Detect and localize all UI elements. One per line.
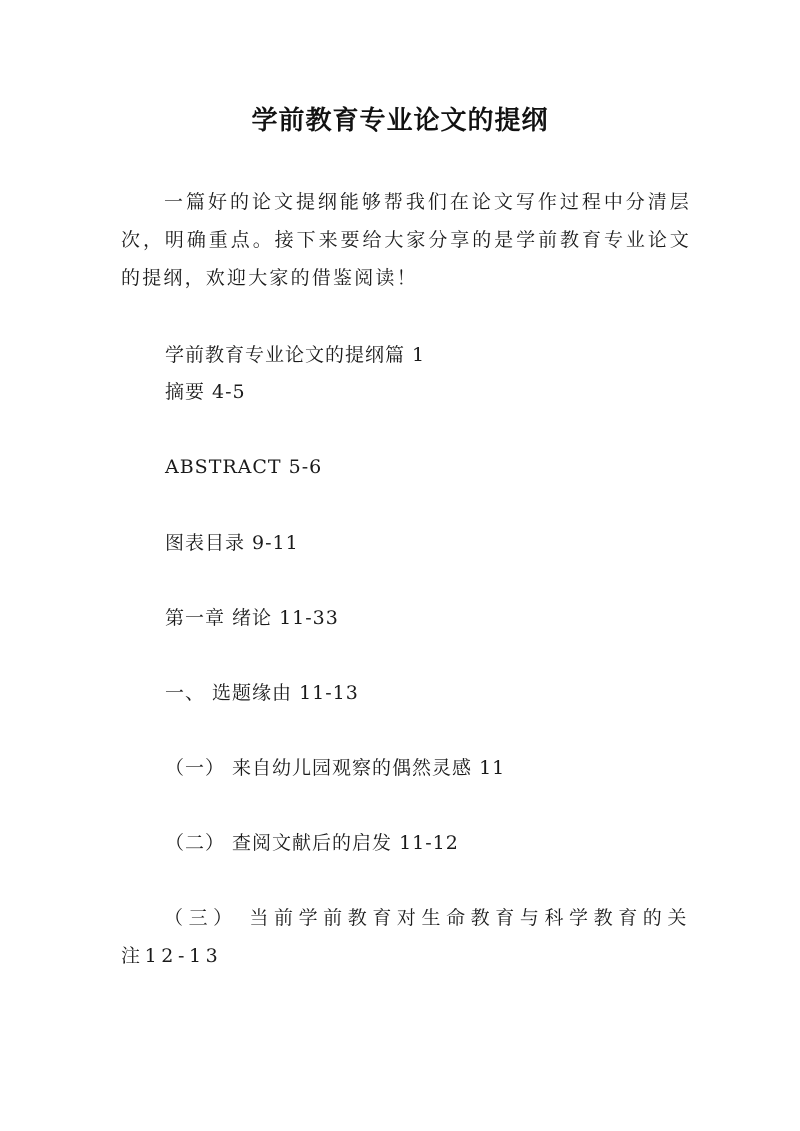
document-title: 学前教育专业论文的提纲 bbox=[251, 106, 549, 136]
outline-item-subsection-1: （一） 来自幼儿园观察的偶然灵感 11 bbox=[165, 757, 506, 779]
outline-item-chapter-1: 第一章 绪论 11-33 bbox=[165, 607, 339, 629]
outline-item-abstract-en: ABSTRACT 5-6 bbox=[165, 456, 323, 478]
section-heading: 学前教育专业论文的提纲篇 1 bbox=[165, 344, 426, 366]
outline-item-abstract-cn: 摘要 4-5 bbox=[165, 381, 246, 403]
outline-item-section-1: 一、 选题缘由 11-13 bbox=[165, 682, 359, 704]
intro-paragraph: 一篇好的论文提纲能够帮我们在论文写作过程中分清层次，明确重点。接下来要给大家分享的是学前教育专业论文的提纲，欢迎大家的借鉴阅读！ bbox=[121, 191, 691, 289]
outline-item-figure-list: 图表目录 9-11 bbox=[165, 532, 299, 554]
outline-item-subsection-3: （三） 当前学前教育对生命教育与科学教育的关注12-13 bbox=[121, 907, 691, 967]
outline-item-subsection-2: （二） 查阅文献后的启发 11-12 bbox=[165, 832, 459, 854]
